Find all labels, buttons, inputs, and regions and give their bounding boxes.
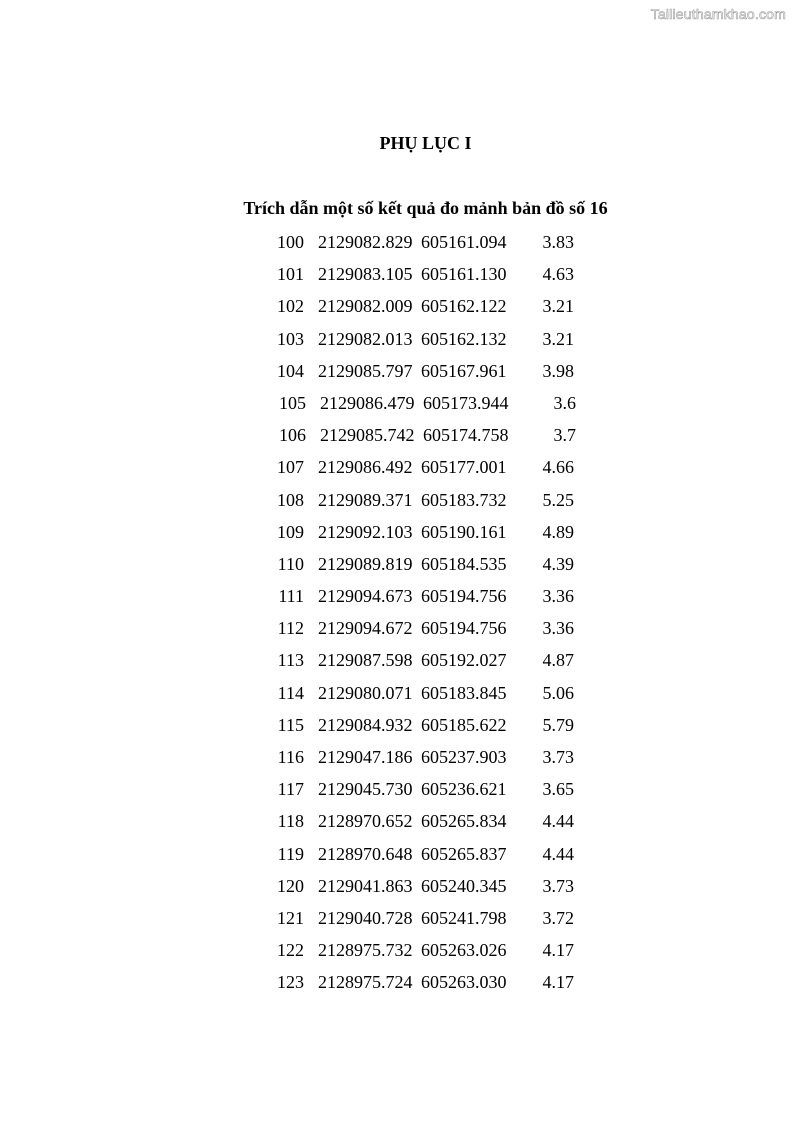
x-coordinate: 2128970.652 [318,811,413,832]
list-item [0,323,794,355]
y-coordinate: 605263.026 [421,940,507,961]
height-value: 4.89 [542,521,574,542]
x-coordinate: 2129085.797 [318,360,413,381]
list-item [0,612,794,644]
list-item [0,258,794,290]
point-id: 118 [277,811,304,832]
point-id: 106 [279,425,306,446]
x-coordinate: 2129047.186 [318,747,413,767]
list-item [0,838,794,870]
height-value: 3.7 [553,425,576,446]
point-id: 116 [277,747,304,767]
x-coordinate: 2129082.829 [318,232,413,252]
height-value: 5.06 [542,682,574,703]
height-value: 3.21 [542,328,574,349]
x-coordinate: 2129086.479 [320,392,415,413]
height-value: 3.98 [542,360,574,381]
y-coordinate: 605162.122 [421,296,507,317]
x-coordinate: 2129084.932 [318,714,413,735]
point-id: 108 [277,489,304,510]
height-value: 4.66 [542,457,574,478]
point-id: 120 [277,875,304,896]
list-item [0,741,794,773]
height-value: 4.44 [542,843,574,864]
point-id: 115 [277,714,304,735]
y-coordinate: 605185.622 [421,714,507,735]
height-value: 4.39 [542,553,574,574]
point-id: 111 [278,586,304,607]
height-value: 3.36 [542,586,574,607]
x-coordinate: 2129082.013 [318,328,413,349]
y-coordinate: 605167.961 [421,360,507,381]
height-value: 3.36 [542,618,574,639]
list-item [2,419,794,451]
watermark: Tailieuthamkhao.com [650,6,786,22]
y-coordinate: 605183.732 [421,489,507,510]
height-value: 4.63 [542,264,574,285]
point-id: 119 [277,843,304,864]
x-coordinate: 2129089.819 [318,553,413,574]
x-coordinate: 2128975.724 [318,972,413,993]
y-coordinate: 605265.837 [421,843,507,864]
point-id: 123 [277,972,304,993]
y-coordinate: 605194.756 [421,586,507,607]
list-item [0,870,794,902]
y-coordinate: 605161.094 [421,232,507,252]
y-coordinate: 605240.345 [421,875,507,896]
x-coordinate: 2129083.105 [318,264,413,285]
x-coordinate: 2129086.492 [318,457,413,478]
height-value: 4.87 [542,650,574,671]
y-coordinate: 605190.161 [421,521,507,542]
x-coordinate: 2129045.730 [318,779,413,800]
y-coordinate: 605236.621 [421,779,507,800]
list-item [0,516,794,548]
height-value: 4.44 [542,811,574,832]
list-item [0,580,794,612]
x-coordinate: 2129080.071 [318,682,413,703]
point-id: 114 [277,682,304,703]
point-id: 100 [277,232,304,252]
measurement-list [0,226,794,999]
height-value: 3.83 [542,232,574,252]
list-item [0,934,794,966]
point-id: 117 [277,779,304,800]
height-value: 4.17 [542,972,574,993]
height-value: 3.73 [542,747,574,767]
x-coordinate: 2129092.103 [318,521,413,542]
x-coordinate: 2129085.742 [320,425,415,446]
y-coordinate: 605174.758 [423,425,509,446]
y-coordinate: 605184.535 [421,553,507,574]
height-value: 3.6 [553,392,576,413]
y-coordinate: 605177.001 [421,457,507,478]
x-coordinate: 2129082.009 [318,296,413,317]
point-id: 112 [277,618,304,639]
list-item [0,484,794,516]
height-value: 3.73 [542,875,574,896]
list-item [0,966,794,998]
point-id: 104 [277,360,304,381]
x-coordinate: 2129041.863 [318,875,413,896]
height-value: 3.65 [542,779,574,800]
list-item [0,902,794,934]
point-id: 103 [277,328,304,349]
y-coordinate: 605237.903 [421,747,507,767]
height-value: 4.17 [542,940,574,961]
x-coordinate: 2128975.732 [318,940,413,961]
x-coordinate: 2129040.728 [318,907,413,928]
table-subtitle: Trích dẫn một số kết quả đo mảnh bản đồ số 16 [243,198,608,218]
point-id: 110 [277,553,304,574]
x-coordinate: 2129089.371 [318,489,413,510]
point-id: 105 [279,392,306,413]
point-id: 107 [277,457,304,478]
y-coordinate: 605161.130 [421,264,507,285]
point-id: 101 [277,264,304,285]
point-id: 122 [277,940,304,961]
list-item [0,805,794,837]
list-item [0,290,794,322]
x-coordinate: 2129087.598 [318,650,413,671]
x-coordinate: 2129094.672 [318,618,413,639]
height-value: 5.25 [542,489,574,510]
page-title: PHỤ LỤC I [379,133,472,153]
list-item [0,548,794,580]
height-value: 3.72 [542,907,574,928]
list-item [0,644,794,676]
y-coordinate: 605192.027 [421,650,507,671]
point-id: 121 [277,907,304,928]
list-item [0,355,794,387]
y-coordinate: 605183.845 [421,682,507,703]
x-coordinate: 2129094.673 [318,586,413,607]
height-value: 3.21 [542,296,574,317]
list-item [0,226,794,258]
y-coordinate: 605241.798 [421,907,507,928]
list-item [0,451,794,483]
list-item [2,387,794,419]
y-coordinate: 605194.756 [421,618,507,639]
y-coordinate: 605173.944 [423,392,509,413]
y-coordinate: 605162.132 [421,328,507,349]
height-value: 5.79 [542,714,574,735]
point-id: 109 [277,521,304,542]
list-item [0,773,794,805]
y-coordinate: 605263.030 [421,972,507,993]
list-item [0,677,794,709]
point-id: 113 [277,650,304,671]
point-id: 102 [277,296,304,317]
list-item [0,709,794,741]
y-coordinate: 605265.834 [421,811,507,832]
x-coordinate: 2128970.648 [318,843,413,864]
